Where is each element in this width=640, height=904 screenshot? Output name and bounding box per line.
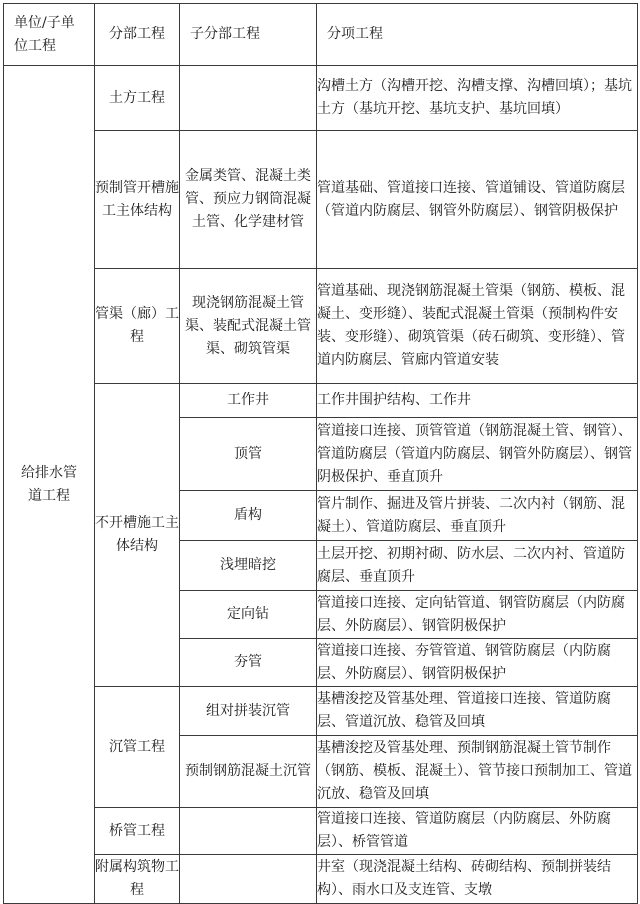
subdivision-cell: 金属类管、混凝土类管、预应力钢筒混凝土管、化学建材管 [180,131,317,269]
subdivision-cell: 预制钢筋混凝土沉管 [180,736,317,808]
table-row [4,66,638,131]
item-cell: 工作井围护结构、工作井 [317,384,638,418]
subdivision-cell: 现浇钢筋混凝土管渠、装配式混凝土管渠、砌筑管渠 [180,269,317,384]
subdivision-cell: 工作井 [180,384,317,418]
header-item: 分项工程 [317,4,638,66]
division-cell: 土方工程 [95,66,180,131]
subdivision-cell [180,808,317,855]
item-cell: 管道接口连接、管道防腐层（内防腐层、外防腐层）、桥管管道 [317,808,638,855]
header-row [4,4,638,66]
subdivision-cell: 定向钻 [180,591,317,639]
table-row [4,269,638,384]
header-subdivision: 子分部工程 [180,4,317,66]
item-cell: 基槽浚挖及管基处理、管道接口连接、管道防腐层、管道沉放、稳管及回填 [317,687,638,736]
item-cell: 管道基础、管道接口连接、管道铺设、管道防腐层（管道内防腐层、钢管外防腐层）、钢管阴极保护 [317,131,638,269]
subdivision-cell: 组对拼装沉管 [180,687,317,736]
table-row [4,855,638,904]
header-unit: 单位/子单位工程 [4,4,95,66]
item-cell: 管道接口连接、定向钻管道、钢管防腐层（内防腐层、外防腐层）、钢管阴极保护 [317,591,638,639]
subdivision-cell: 浅埋暗挖 [180,541,317,591]
subdivision-cell: 顶管 [180,418,317,491]
item-cell: 管道接口连接、夯管管道、钢管防腐层（内防腐层、外防腐层）、钢管阴极保护 [317,639,638,687]
division-cell: 管渠（廊）工程 [95,269,180,384]
division-cell: 不开槽施工主体结构 [95,384,180,687]
division-cell: 沉管工程 [95,687,180,808]
item-cell: 管片制作、掘进及管片拼装、二次内衬（钢筋、混凝土）、管道防腐层、垂直顶升 [317,491,638,541]
item-cell: 管道接口连接、顶管管道（钢筋混凝土管、钢管）、管道防腐层（管道内防腐层、钢管外防腐层）、钢管阴极保护、垂直顶升 [317,418,638,491]
item-cell: 土层开挖、初期衬砌、防水层、二次内衬、管道防腐层、垂直顶升 [317,541,638,591]
engineering-division-table [3,3,638,904]
table-row [4,131,638,269]
subdivision-cell: 盾构 [180,491,317,541]
item-cell: 基槽浚挖及管基处理、预制钢筋混凝土管节制作（钢筋、模板、混凝土）、管节接口预制加工、管道沉放、稳管及回填 [317,736,638,808]
division-cell: 预制管开槽施工主体结构 [95,131,180,269]
table-row [4,687,638,736]
item-cell: 管道基础、现浇钢筋混凝土管渠（钢筋、模板、混凝土、变形缝）、装配式混凝土管渠（预制构件安装、变形缝）、砌筑管渠（砖石砌筑、变形缝）、管道内防腐层、管廊内管道安装 [317,269,638,384]
header-division: 分部工程 [95,4,180,66]
table-row [4,808,638,855]
table-row [4,384,638,418]
subdivision-cell [180,855,317,904]
unit-cell: 给排水管道工程 [4,66,95,904]
item-cell: 井室（现浇混凝土结构、砖砌结构、预制拼装结构）、雨水口及支连管、支墩 [317,855,638,904]
division-cell: 附属构筑物工程 [95,855,180,904]
division-cell: 桥管工程 [95,808,180,855]
item-cell: 沟槽土方（沟槽开挖、沟槽支撑、沟槽回填）；基坑土方（基坑开挖、基坑支护、基坑回填） [317,66,638,131]
subdivision-cell: 夯管 [180,639,317,687]
subdivision-cell [180,66,317,131]
